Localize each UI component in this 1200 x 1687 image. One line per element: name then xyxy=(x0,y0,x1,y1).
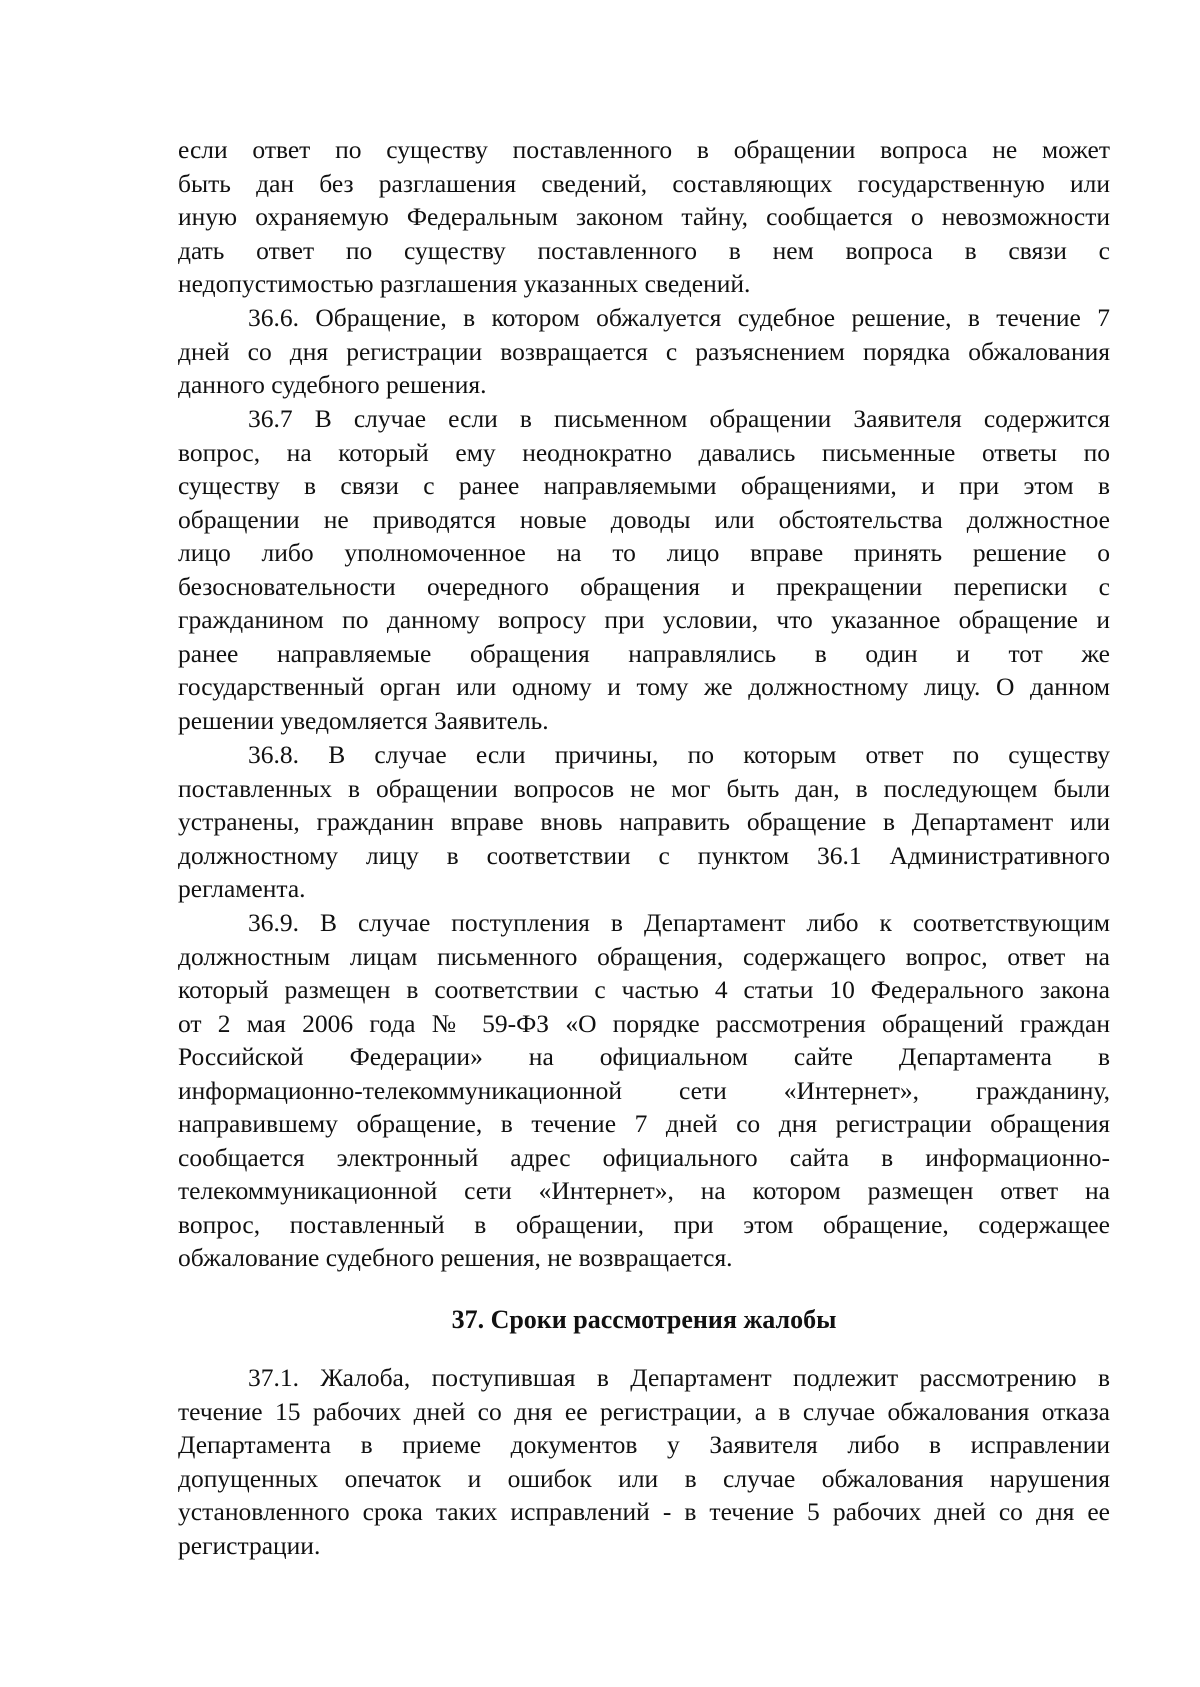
text-line: иную охраняемую Федеральным законом тайну, сообщается о невозможности xyxy=(178,202,1110,231)
text-line: 36.6. Обращение, в котором обжалуется судебное решение, в течение 7 xyxy=(248,303,1110,332)
text-line: от 2 мая 2006 года № 59-ФЗ «О порядке рассмотрения обращений граждан xyxy=(178,1008,1110,1038)
text-line: быть дан без разглашения сведений, составляющих государственную или xyxy=(178,168,1110,198)
text-line: 36.9. В случае поступления в Департамент либо к соответствующим xyxy=(248,908,1110,937)
text-line: лицо либо уполномоченное на то лицо вправе принять решение о xyxy=(178,538,1110,567)
text-line: сообщается электронный адрес официального сайта в информационно- xyxy=(178,1142,1110,1172)
paragraph-36-7 xyxy=(178,402,1110,737)
text-line: регистрации. xyxy=(178,1530,321,1560)
section-heading: 37. Сроки рассмотрения жалобы xyxy=(451,1305,837,1334)
text-line: 36.7 В случае если в письменном обращении Заявителя содержится xyxy=(248,404,1110,433)
text-line: информационно-телекоммуникационной сети «Интернет», гражданину, xyxy=(178,1075,1110,1105)
text-line: вопрос, на который ему неоднократно давались письменные ответы по xyxy=(178,437,1110,467)
text-line: государственный орган или одному и тому же должностному лицу. О данном xyxy=(178,672,1110,701)
text-line: телекоммуникационной сети «Интернет», на котором размещен ответ на xyxy=(178,1176,1110,1205)
paragraph-37-1 xyxy=(178,1361,1110,1562)
paragraph-continuation xyxy=(178,133,1110,301)
paragraph-36-8 xyxy=(178,738,1110,906)
text-line: вопрос, поставленный в обращении, при этом обращение, содержащее xyxy=(178,1209,1110,1239)
text-line: если ответ по существу поставленного в обращении вопроса не может xyxy=(178,135,1110,164)
text-line: направившему обращение, в течение 7 дней со дня регистрации обращения xyxy=(178,1109,1110,1138)
text-line: недопустимостью разглашения указанных сведений. xyxy=(178,269,751,298)
text-line: Департамента в приеме документов у Заявителя либо в исправлении xyxy=(178,1430,1110,1459)
text-line: должностным лицам письменного обращения, содержащего вопрос, ответ на xyxy=(178,941,1110,971)
text-line: безосновательности очередного обращения и прекращении переписки с xyxy=(178,571,1110,601)
text-line: дать ответ по существу поставленного в нем вопроса в связи с xyxy=(178,235,1110,265)
text-line: который размещен в соответствии с частью 4 статьи 10 Федерального закона xyxy=(178,975,1110,1004)
text-line: существу в связи с ранее направляемыми обращениями, и при этом в xyxy=(178,471,1110,500)
text-line: должностному лицу в соответствии с пунктом 36.1 Административного xyxy=(178,840,1110,870)
text-line: 37.1. Жалоба, поступившая в Департамент подлежит рассмотрению в xyxy=(248,1363,1110,1392)
paragraph-36-9 xyxy=(178,906,1110,1275)
text-line: обжалование судебного решения, не возвращается. xyxy=(178,1243,733,1272)
text-line: обращении не приводятся новые доводы или обстоятельства должностное xyxy=(178,504,1110,534)
text-line: поставленных в обращении вопросов не мог быть дан, в последующем были xyxy=(178,773,1110,803)
text-line: устранены, гражданин вправе вновь направить обращение в Департамент или xyxy=(178,807,1110,836)
text-line: установленного срока таких исправлений - в течение 5 рабочих дней со дня ее xyxy=(178,1497,1110,1526)
text-line: дней со дня регистрации возвращается с разъяснением порядка обжалования xyxy=(178,336,1110,366)
text-line: 36.8. В случае если причины, по которым ответ по существу xyxy=(248,740,1110,769)
text-line: течение 15 рабочих дней со дня ее регистрации, а в случае обжалования отказа xyxy=(178,1396,1110,1426)
text-line: допущенных опечаток и ошибок или в случае обжалования нарушения xyxy=(178,1463,1110,1493)
text-line: гражданином по данному вопросу при условии, что указанное обращение и xyxy=(178,605,1110,634)
text-line: данного судебного решения. xyxy=(178,370,487,399)
text-line: решении уведомляется Заявитель. xyxy=(178,705,549,735)
text-line: Российской Федерации» на официальном сайте Департамента в xyxy=(178,1042,1110,1071)
text-line: ранее направляемые обращения направлялись в один и тот же xyxy=(178,638,1110,668)
text-line: регламента. xyxy=(178,874,306,903)
paragraph-36-6 xyxy=(178,301,1110,402)
